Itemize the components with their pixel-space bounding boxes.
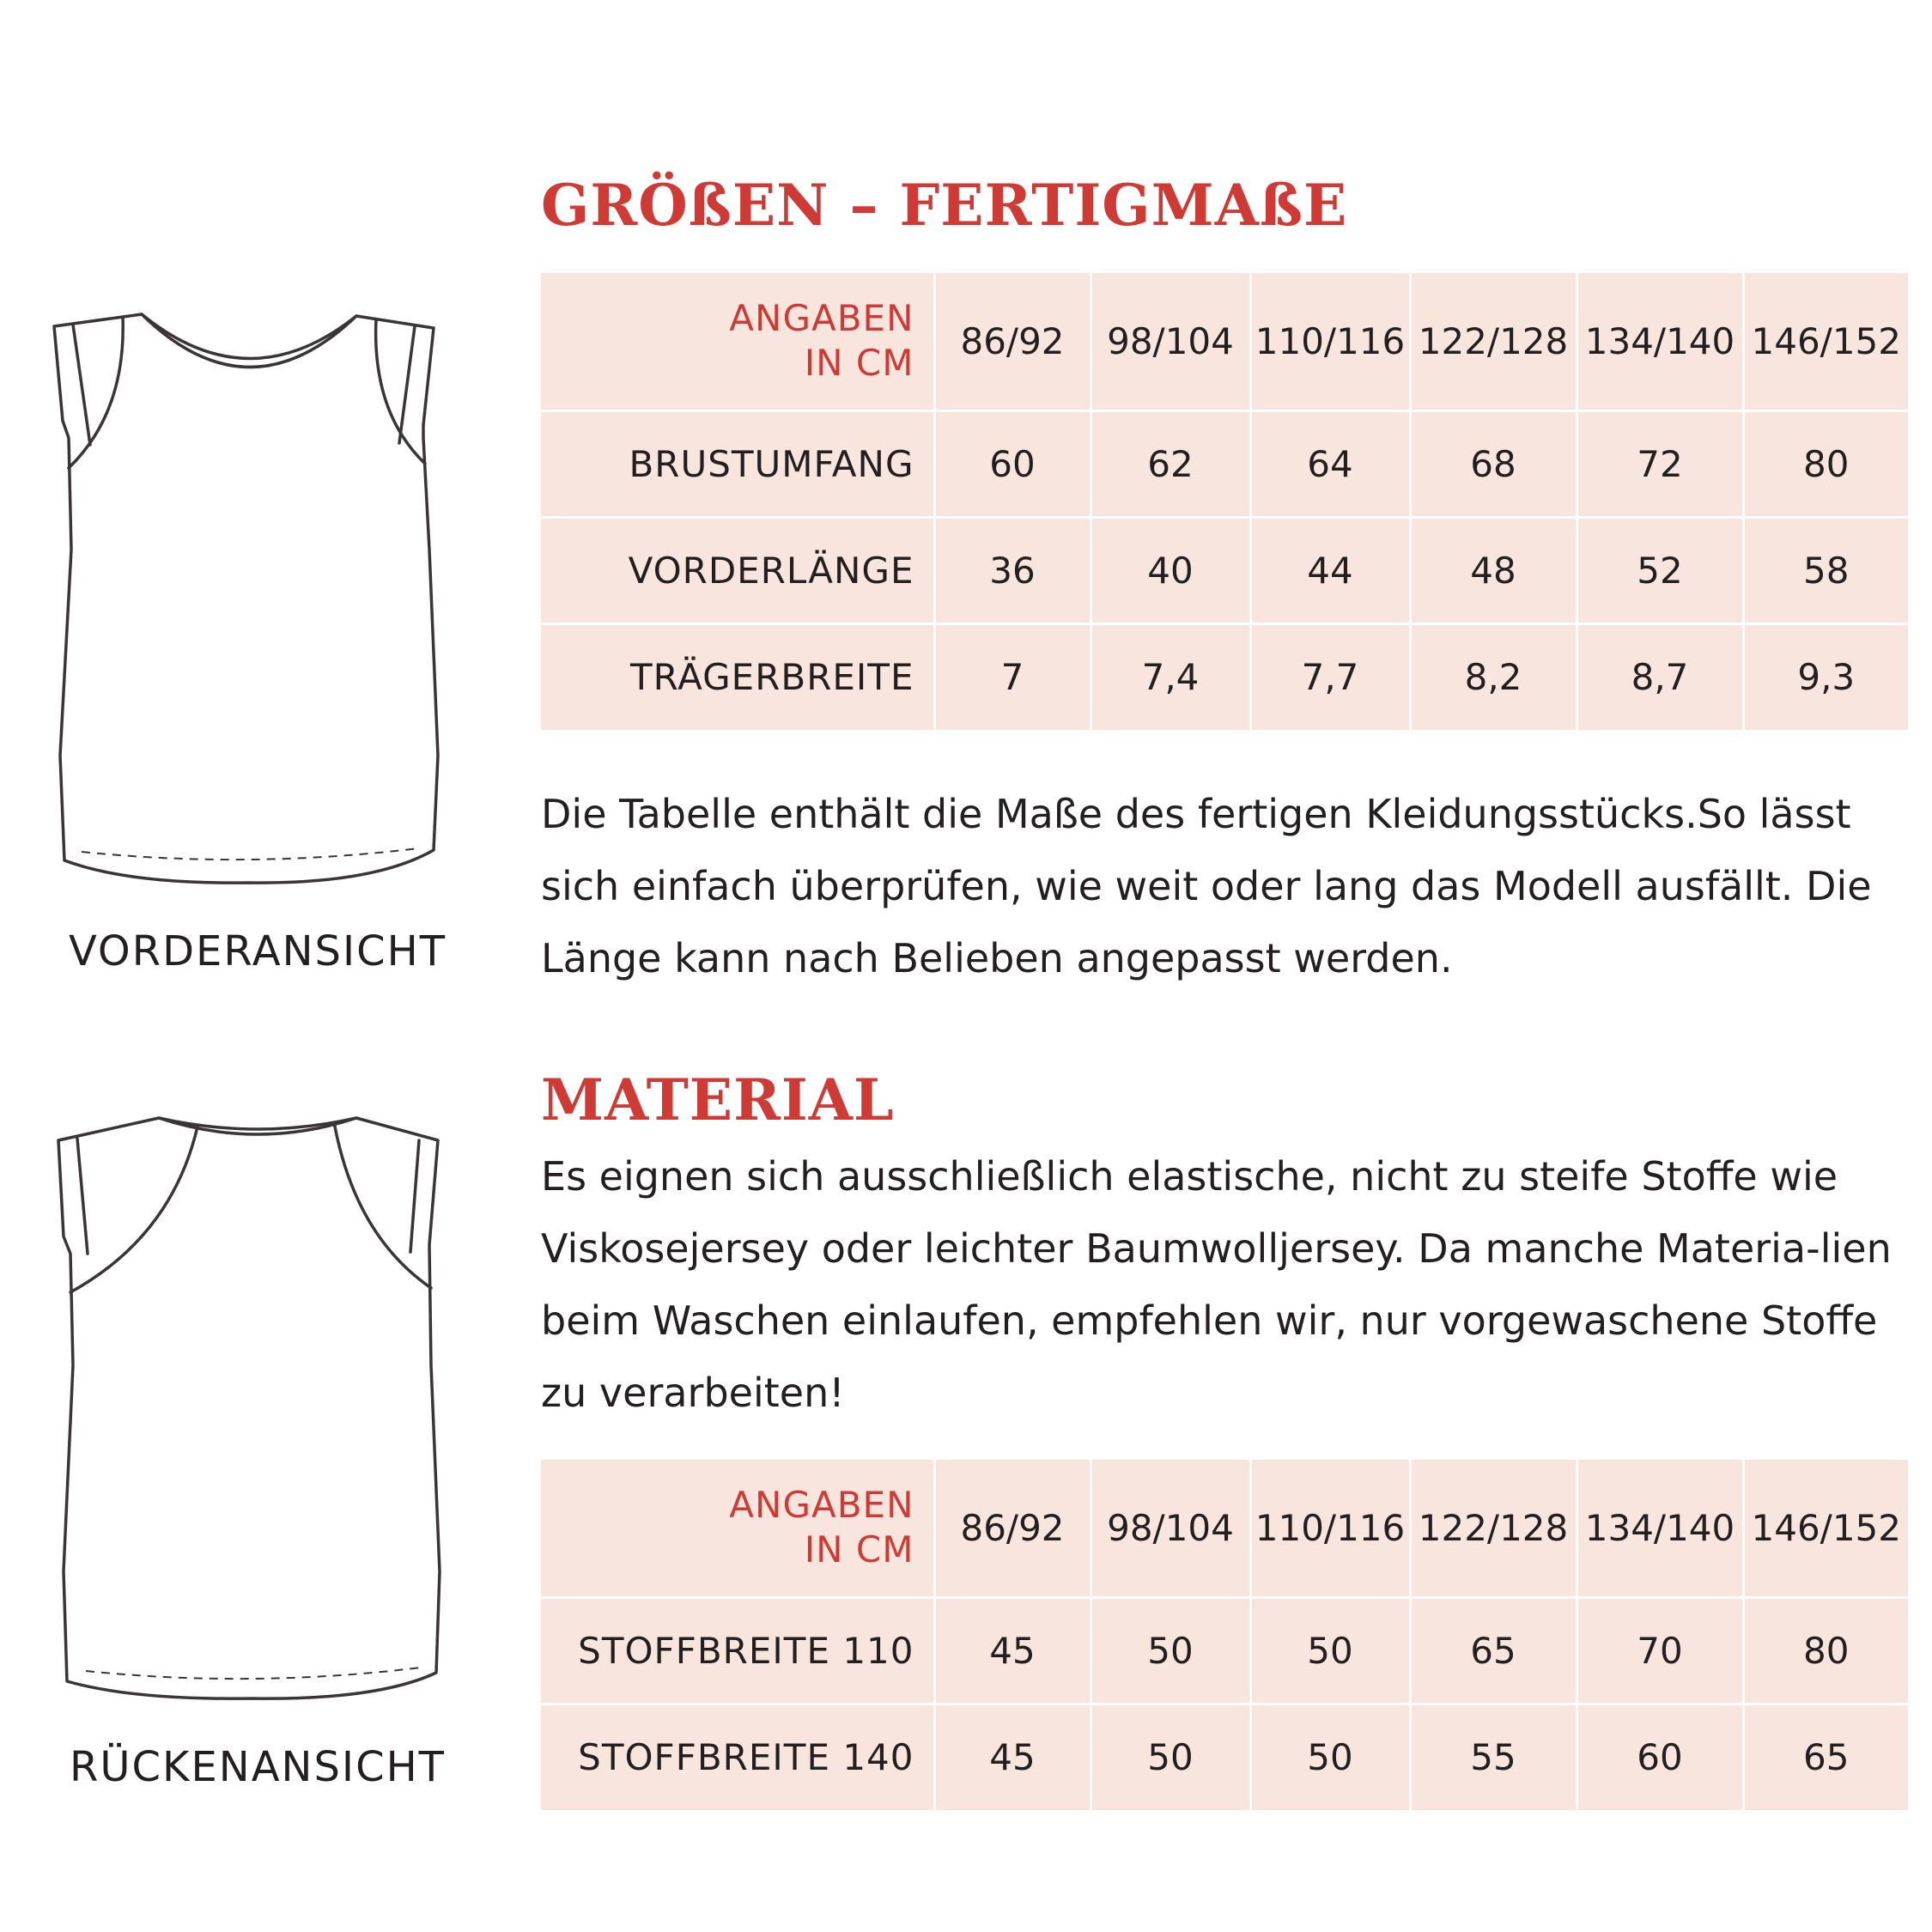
- sizes-description: Die Tabelle enthält die Maße des fertigen Kleidungsstücks.So lässt sich einfach überprüfen, wie weit oder lang das Modell ausfällt. Die Länge kann nach Belieben angepasst werden.: [541, 791, 1872, 981]
- size-column-header: 146/152: [1743, 273, 1908, 410]
- table-cell: 58: [1743, 517, 1908, 623]
- table-row: [541, 410, 1908, 517]
- table-cell: 40: [1091, 517, 1250, 623]
- size-column-header: 134/140: [1577, 1460, 1743, 1597]
- back-view-drawing: [52, 1108, 455, 1709]
- table-cell: 65: [1410, 1597, 1577, 1704]
- table-cell: 45: [934, 1597, 1091, 1704]
- size-column-header: 122/128: [1410, 1460, 1577, 1597]
- table-cell: 48: [1410, 517, 1577, 623]
- row-label: STOFFBREITE 140: [541, 1704, 934, 1810]
- front-view-caption: VORDERANSICHT: [68, 927, 447, 975]
- table-row: [541, 1597, 1908, 1704]
- units-header: ANGABEN IN CM: [541, 273, 934, 410]
- table-cell: 55: [1410, 1704, 1577, 1810]
- material-description: Es eignen sich ausschließlich elastische, nicht zu steife Stoffe wie Viskosejersey oder leichter Baumwolljersey. Da manche Materia-lien beim Waschen einlaufen, empfehlen wir, nur vorgewaschene Stoffe zu verarbeiten!: [541, 1153, 1892, 1416]
- size-column-header: 86/92: [934, 1460, 1091, 1597]
- table-cell: 9,3: [1743, 623, 1908, 730]
- table-cell: 80: [1743, 1597, 1908, 1704]
- table-cell: 64: [1250, 410, 1410, 517]
- garment-views: [0, 0, 515, 1932]
- table-cell: 7,4: [1091, 623, 1250, 730]
- table-cell: 44: [1250, 517, 1410, 623]
- size-column-header: 122/128: [1410, 273, 1577, 410]
- table-row: [541, 623, 1908, 730]
- size-column-header: 110/116: [1250, 273, 1410, 410]
- fabric-requirements-table: [541, 1460, 1908, 1810]
- table-cell: 36: [934, 517, 1091, 623]
- table-cell: 8,2: [1410, 623, 1577, 730]
- front-tank-top-sketch: [47, 292, 451, 893]
- table-cell: 50: [1091, 1704, 1250, 1810]
- table-cell: 70: [1577, 1597, 1743, 1704]
- material-heading: MATERIAL: [541, 1066, 895, 1133]
- table-header-row: [541, 1460, 1908, 1597]
- finished-measurements-table: [541, 273, 1908, 730]
- size-column-header: 98/104: [1091, 273, 1250, 410]
- table-cell: 8,7: [1577, 623, 1743, 730]
- size-column-header: 146/152: [1743, 1460, 1908, 1597]
- table-cell: 72: [1577, 410, 1743, 517]
- table-cell: 65: [1743, 1704, 1908, 1810]
- table-cell: 50: [1091, 1597, 1250, 1704]
- table-cell: 52: [1577, 517, 1743, 623]
- row-label: STOFFBREITE 110: [541, 1597, 934, 1704]
- row-label: VORDERLÄNGE: [541, 517, 934, 623]
- front-view-drawing: [47, 292, 451, 893]
- table-cell: 7: [934, 623, 1091, 730]
- table-cell: 62: [1091, 410, 1250, 517]
- row-label: BRUSTUMFANG: [541, 410, 934, 517]
- size-column-header: 98/104: [1091, 1460, 1250, 1597]
- size-column-header: 110/116: [1250, 1460, 1410, 1597]
- row-label: TRÄGERBREITE: [541, 623, 934, 730]
- table-cell: 7,7: [1250, 623, 1410, 730]
- back-tank-top-sketch: [52, 1108, 455, 1709]
- table-cell: 50: [1250, 1704, 1410, 1810]
- back-view-caption: RÜCKENANSICHT: [69, 1743, 446, 1791]
- sizes-heading: GRÖßEN – FERTIGMAßE: [541, 172, 1348, 239]
- table-cell: 80: [1743, 410, 1908, 517]
- table-cell: 68: [1410, 410, 1577, 517]
- units-header: ANGABEN IN CM: [541, 1460, 934, 1597]
- size-column-header: 86/92: [934, 273, 1091, 410]
- table-row: [541, 1704, 1908, 1810]
- table-row: [541, 517, 1908, 623]
- table-cell: 45: [934, 1704, 1091, 1810]
- table-header-row: [541, 273, 1908, 410]
- table-cell: 60: [1577, 1704, 1743, 1810]
- table-cell: 50: [1250, 1597, 1410, 1704]
- table-cell: 60: [934, 410, 1091, 517]
- size-column-header: 134/140: [1577, 273, 1743, 410]
